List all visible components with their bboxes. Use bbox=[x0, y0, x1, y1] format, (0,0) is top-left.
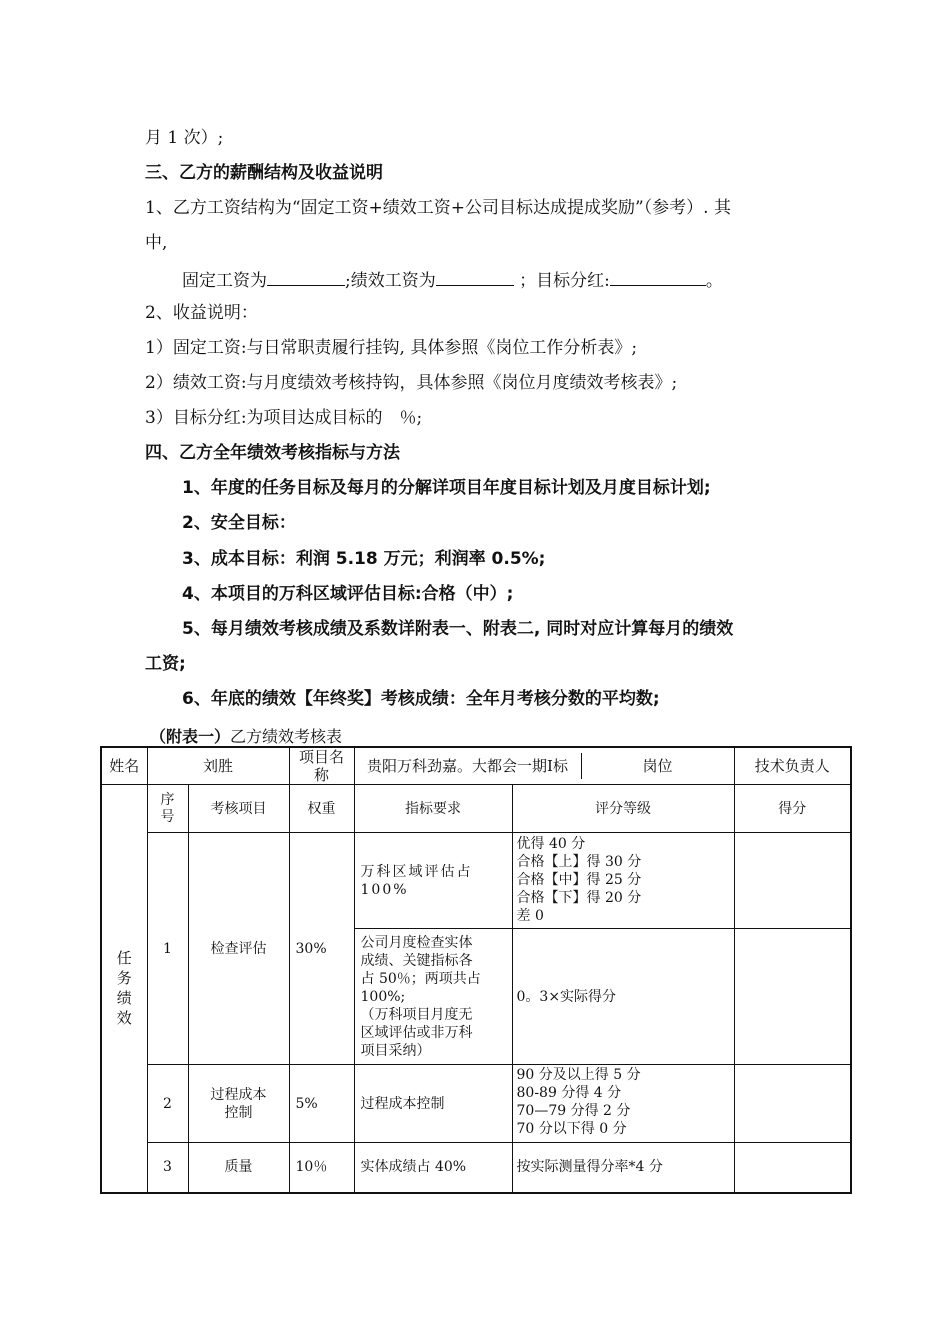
grade-line: 70—79 分得 2 分 bbox=[516, 1103, 631, 1119]
row1-grade-b: 0。3×实际得分 bbox=[512, 929, 734, 1065]
grade-line: 合格【下】得 20 分 bbox=[516, 890, 642, 906]
salary-fill-line bbox=[182, 267, 723, 292]
bold-item: 3、成本目标：利润 5.18 万元；利润率 0.5%; bbox=[182, 549, 546, 569]
row3-seq: 3 bbox=[147, 1143, 188, 1193]
bold-item: 5、每月绩效考核成绩及系数详附表一、附表二, 同时对应计算每月的绩效 bbox=[182, 619, 734, 639]
grade-line: 70 分以下得 0 分 bbox=[516, 1121, 627, 1137]
grade-line: 优得 40 分 bbox=[516, 836, 586, 852]
table-caption bbox=[150, 724, 342, 747]
text-line: 中, bbox=[145, 233, 168, 253]
project-value: 贵阳万科劲嘉。大都会一期Ⅰ标 bbox=[355, 753, 582, 779]
row2-item: 过程成本控制 bbox=[188, 1065, 289, 1143]
text-line: 1）固定工资:与日常职责履行挂钩, 具体参照《岗位工作分析表》; bbox=[145, 338, 638, 358]
bonus-label: ；目标分红: bbox=[513, 271, 610, 291]
bold-item: 6、年底的绩效【年终奖】考核成绩：全年月考核分数的平均数; bbox=[182, 689, 660, 709]
post-value: 技术负责人 bbox=[734, 747, 851, 785]
row1-requirement-b: 公司月度检查实体 成绩、关键指标各 占 50％；两项共占 100%; （万科项目月度无 区域评估或非万科 项目采纳） bbox=[354, 929, 512, 1065]
name-value: 刘胜 bbox=[147, 747, 289, 785]
grade-line: 差 0 bbox=[516, 908, 544, 924]
row3-item: 质量 bbox=[188, 1143, 289, 1193]
performance-salary-blank[interactable] bbox=[436, 267, 514, 286]
header-seq: 序号 bbox=[147, 785, 188, 833]
row2-score[interactable] bbox=[734, 1065, 851, 1143]
post-label: 岗位 bbox=[642, 757, 673, 775]
grade-line: 合格【中】得 25 分 bbox=[516, 872, 642, 888]
text-line: 2、收益说明： bbox=[145, 303, 258, 323]
project-post-cell bbox=[354, 747, 734, 785]
header-weight: 权重 bbox=[289, 785, 354, 833]
caption-label: （附表一） bbox=[150, 727, 231, 746]
name-label: 姓名 bbox=[101, 747, 147, 785]
row1-score-b[interactable] bbox=[734, 929, 851, 1065]
section-heading-3: 三、乙方的薪酬结构及收益说明 bbox=[145, 163, 383, 183]
header-item: 考核项目 bbox=[188, 785, 289, 833]
grade-line: 90 分及以上得 5 分 bbox=[516, 1067, 641, 1083]
bold-item: 1、年度的任务目标及每月的分解详项目年度目标计划及月度目标计划; bbox=[182, 478, 711, 498]
row1-score-a[interactable] bbox=[734, 833, 851, 929]
project-label: 项目名称 bbox=[289, 747, 354, 785]
row2-grade bbox=[512, 1065, 734, 1143]
header-requirement: 指标要求 bbox=[354, 785, 512, 833]
caption-text: 乙方绩效考核表 bbox=[230, 727, 343, 746]
row1-requirement-a: 万科区域评估占100% bbox=[354, 833, 512, 929]
header-score: 得分 bbox=[734, 785, 851, 833]
bold-item: 2、安全目标： bbox=[182, 513, 296, 533]
performance-salary-label: ;绩效工资为 bbox=[345, 271, 436, 291]
row3-weight: 10％ bbox=[289, 1143, 354, 1193]
row2-requirement: 过程成本控制 bbox=[354, 1065, 512, 1143]
bold-item: 4、本项目的万科区域评估目标:合格（中）; bbox=[182, 584, 514, 604]
row1-grade-a bbox=[512, 833, 734, 929]
row3-requirement: 实体成绩占 40% bbox=[354, 1143, 512, 1193]
row3-score[interactable] bbox=[734, 1143, 851, 1193]
text-line: 1、乙方工资结构为“固定工资+绩效工资+公司目标达成提成奖励”（参考）. 其 bbox=[145, 198, 731, 218]
performance-table bbox=[100, 746, 852, 1194]
row2-weight: 5% bbox=[289, 1065, 354, 1143]
row1-item: 检查评估 bbox=[188, 833, 289, 1065]
row1-seq: 1 bbox=[147, 833, 188, 1065]
text-line: 月 1 次）; bbox=[145, 128, 224, 148]
header-grade: 评分等级 bbox=[512, 785, 734, 833]
text-line: 3）目标分红:为项目达成目标的 ％; bbox=[145, 408, 423, 428]
category-cell: 任务绩效 bbox=[101, 785, 147, 1193]
grade-line: 80-89 分得 4 分 bbox=[516, 1085, 622, 1101]
grade-line: 合格【上】得 30 分 bbox=[516, 854, 642, 870]
row3-grade: 按实际测量得分率*4 分 bbox=[512, 1143, 734, 1193]
bonus-blank[interactable] bbox=[610, 267, 706, 286]
fixed-salary-label: 固定工资为 bbox=[182, 271, 267, 291]
bold-item: 工资; bbox=[145, 654, 186, 674]
fixed-salary-blank[interactable] bbox=[267, 267, 345, 286]
row2-seq: 2 bbox=[147, 1065, 188, 1143]
period-mark: 。 bbox=[705, 271, 723, 291]
section-heading-4: 四、乙方全年绩效考核指标与方法 bbox=[145, 443, 400, 463]
text-line: 2）绩效工资:与月度绩效考核持钩，具体参照《岗位月度绩效考核表》; bbox=[145, 373, 678, 393]
row1-weight: 30% bbox=[289, 833, 354, 1065]
